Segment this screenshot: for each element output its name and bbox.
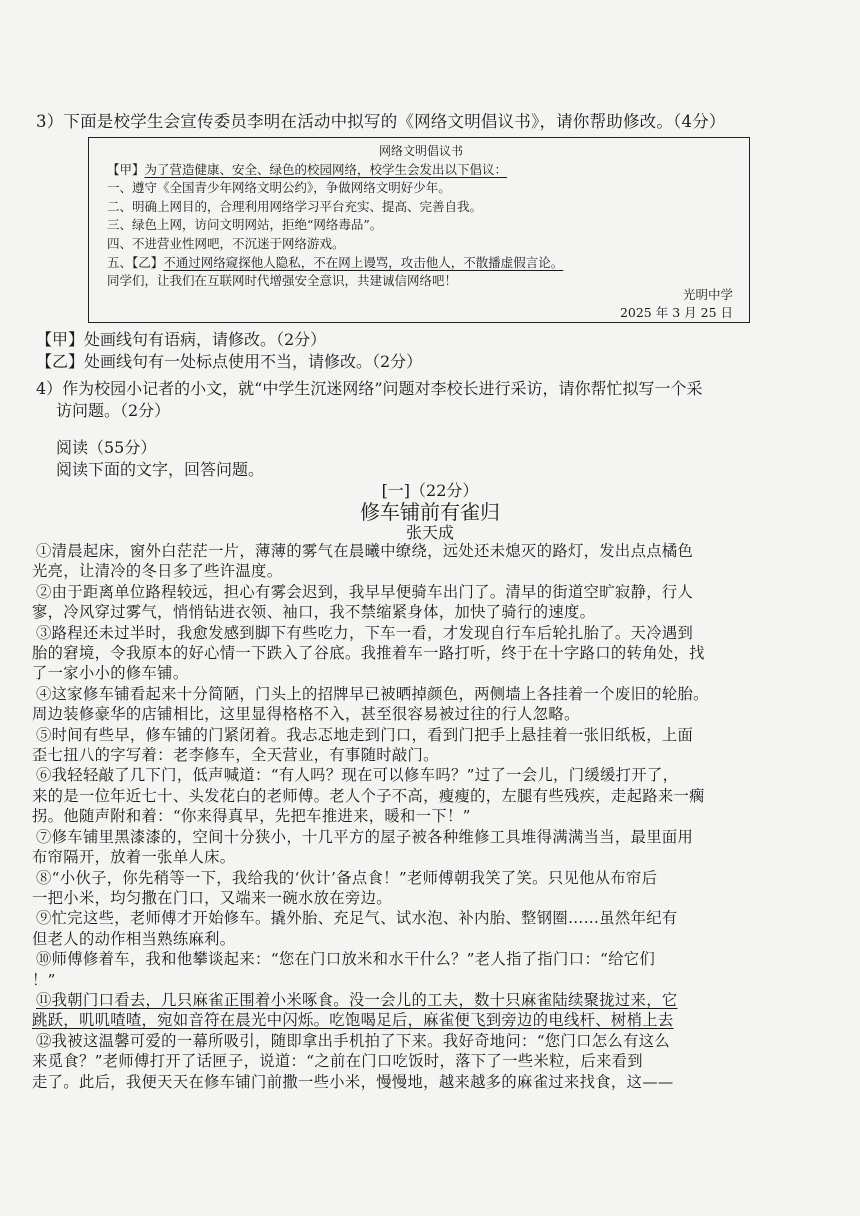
- proposal-item-2: 二、明确上网目的，合理利用网络学习平台充实、提高、完善自我。: [107, 198, 483, 214]
- proposal-title: 网络文明倡议书: [378, 144, 463, 158]
- passage-line: ⑧“小伙子，你先稍等一下，我给我的‘伙计’备点食！”老师傅朝我笑了笑。只见他从布帘后: [36, 868, 658, 887]
- passage-body: [32, 541, 822, 1092]
- proposal-intro-line: [107, 161, 735, 180]
- marker-yi: 【乙】: [132, 254, 164, 270]
- proposal-item-1: 一、遵守《全国青少年网络文明公约》，争做网络文明好少年。: [107, 180, 451, 196]
- question-4-line-1: 4）作为校园小记者的小文，就“中学生沉迷网络”问题对李校长进行采访，请你帮忙拟写一个采: [36, 379, 703, 398]
- passage-line: 来觅食？”老师傅打开了话匣子，说道：“之前在门口吃饭时，落下了一些米粒，后来看到: [32, 1052, 643, 1071]
- sub-question-jia: 【甲】处画线句有语病，请修改。（2分）: [36, 330, 327, 349]
- passage-line: ③路程还未过半时，我愈发感到脚下有些吃力，下车一看，才发现自行车后轮扎胎了。天冷遇到: [36, 623, 694, 642]
- proposal-box: [88, 137, 750, 323]
- passage-line-underlined: ⑪我朝门口看去，几只麻雀正围着小米啄食。没一会儿的工夫，数十只麻雀陆续聚拢过来，它: [36, 990, 678, 1009]
- item-5-prefix: 五、: [107, 254, 133, 270]
- proposal-closing: 同学们，让我们在互联网时代增强安全意识，共建诚信网络吧！: [107, 273, 458, 289]
- passage-title: 修车铺前有雀归: [360, 500, 500, 524]
- proposal-item-3: 三、绿色上网，访问文明网站，拒绝“网络毒品”。: [107, 217, 383, 233]
- passage-line: ⑤时间有些早，修车铺的门紧闭着。我忐忑地走到门口，看到门把手上悬挂着一张旧纸板，上面: [36, 725, 694, 744]
- passage-line: 周边装修豪华的店铺相比，这里显得格格不入，甚至很容易被过往的行人忽略。: [32, 705, 580, 724]
- item-5-text: 不通过网络窥探他人隐私，不在网上谩骂，攻击他人，不散播虚假言论。: [163, 254, 564, 270]
- passage-line: 一把小米，均匀撒在门口，又端来一碗水放在旁边。: [32, 888, 392, 907]
- passage-line: ①清晨起床，窗外白茫茫一片，薄薄的雾气在晨曦中缭绕，远处还未熄灭的路灯，发出点点橘色: [36, 542, 694, 560]
- question-3: 3）下面是校学生会宣传委员李明在活动中拟写的《网络文明倡议书》，请你帮助修改。（4分）: [36, 112, 726, 131]
- passage-line: ④这家修车铺看起来十分简陋，门头上的招牌早已被晒掉颜色，两侧墙上各挂着一个废旧的轮胎。: [36, 684, 709, 703]
- marker-jia: 【甲】: [107, 161, 145, 177]
- section-number: [一]（22分）: [381, 481, 479, 500]
- passage-line: 拐。他随声附和着：“你来得真早，先把车推进来，暖和一下！”: [32, 807, 471, 826]
- question-4: [36, 378, 796, 422]
- passage-line: 歪七扭八的字写着：老李修车，全天营业，有事随时敲门。: [32, 746, 439, 765]
- passage-line: ⑩师傅修着车，我和他攀谈起来：“您在门口放米和水干什么？”老人指了指门口：“给它们: [36, 950, 656, 969]
- passage-line: 走了。此后，我便天天在修车铺门前撒一些小米，慢慢地，越来越多的麻雀过来找食，这——: [32, 1072, 674, 1091]
- passage-line: 来的是一位年近七十、头发花白的老师傅。老人个子不高，瘦瘦的，左腿有些残疾，走起路来一瘸: [32, 786, 705, 805]
- passage-line: ⑦修车铺里黑漆漆的，空间十分狭小，十几平方的屋子被各种维修工具堆得满满当当，最里面用: [36, 827, 694, 846]
- passage-line: 布帘隔开，放着一张单人床。: [32, 848, 236, 867]
- passage-line: ⑫我被这温馨可爱的一幕所吸引，随即拿出手机拍了下来。我好奇地问：“您门口怎么有这么: [36, 1031, 671, 1050]
- passage-line: 寥，冷风穿过雾气，悄悄钻进衣领、袖口，我不禁缩紧身体，加快了骑行的速度。: [32, 603, 596, 622]
- sub-question-yi: 【乙】处画线句有一处标点使用不当，请修改。（2分）: [36, 352, 423, 371]
- proposal-item-4: 四、不进营业性网吧，不沉迷于网络游戏。: [107, 235, 345, 251]
- passage-line: 光亮，让清冷的冬日多了些许温度。: [32, 562, 283, 581]
- passage-author: 张天成: [405, 523, 454, 542]
- passage-line-underlined: 跳跃，叽叽喳喳，宛如音符在晨光中闪烁。吃饱喝足后，麻雀便飞到旁边的电线杆、树梢上去: [32, 1011, 674, 1030]
- passage-line: 但老人的动作相当熟练麻利。: [32, 929, 236, 948]
- passage-line: ②由于距离单位路程较远，担心有雾会迟到，我早早便骑车出门了。清早的街道空旷寂静，行人: [36, 582, 694, 601]
- passage-line: ！”: [32, 970, 56, 989]
- reading-heading: 阅读（55分）: [56, 438, 157, 457]
- proposal-item-5: [107, 254, 735, 273]
- passage-line: ⑨忙完这些，老师傅才开始修车。撬外胎、充足气、试水泡、补内胎、整钢圈……虽然年纪有: [36, 909, 678, 928]
- passage-line: ⑥我轻轻敲了几下门，低声喊道：“有人吗？现在可以修车吗？”过了一会儿，门缓缓打开了，: [36, 766, 679, 785]
- proposal-date: 2025 年 3 月 25 日: [619, 305, 733, 320]
- reading-instruction: 阅读下面的文字，回答问题。: [56, 460, 265, 479]
- proposal-signature: 光明中学: [682, 287, 733, 302]
- passage-line: 胎的窘境，令我原本的好心情一下跌入了谷底。我推着车一路打听，终于在十字路口的转角处，找: [32, 644, 705, 663]
- proposal-intro: 为了营造健康、安全、绿色的校园网络，校学生会发出以下倡议：: [144, 161, 508, 177]
- passage-line: 了一家小小的修车铺。: [32, 664, 189, 683]
- question-4-line-2: 访问题。（2分）: [56, 401, 171, 420]
- reading-header: [56, 437, 264, 481]
